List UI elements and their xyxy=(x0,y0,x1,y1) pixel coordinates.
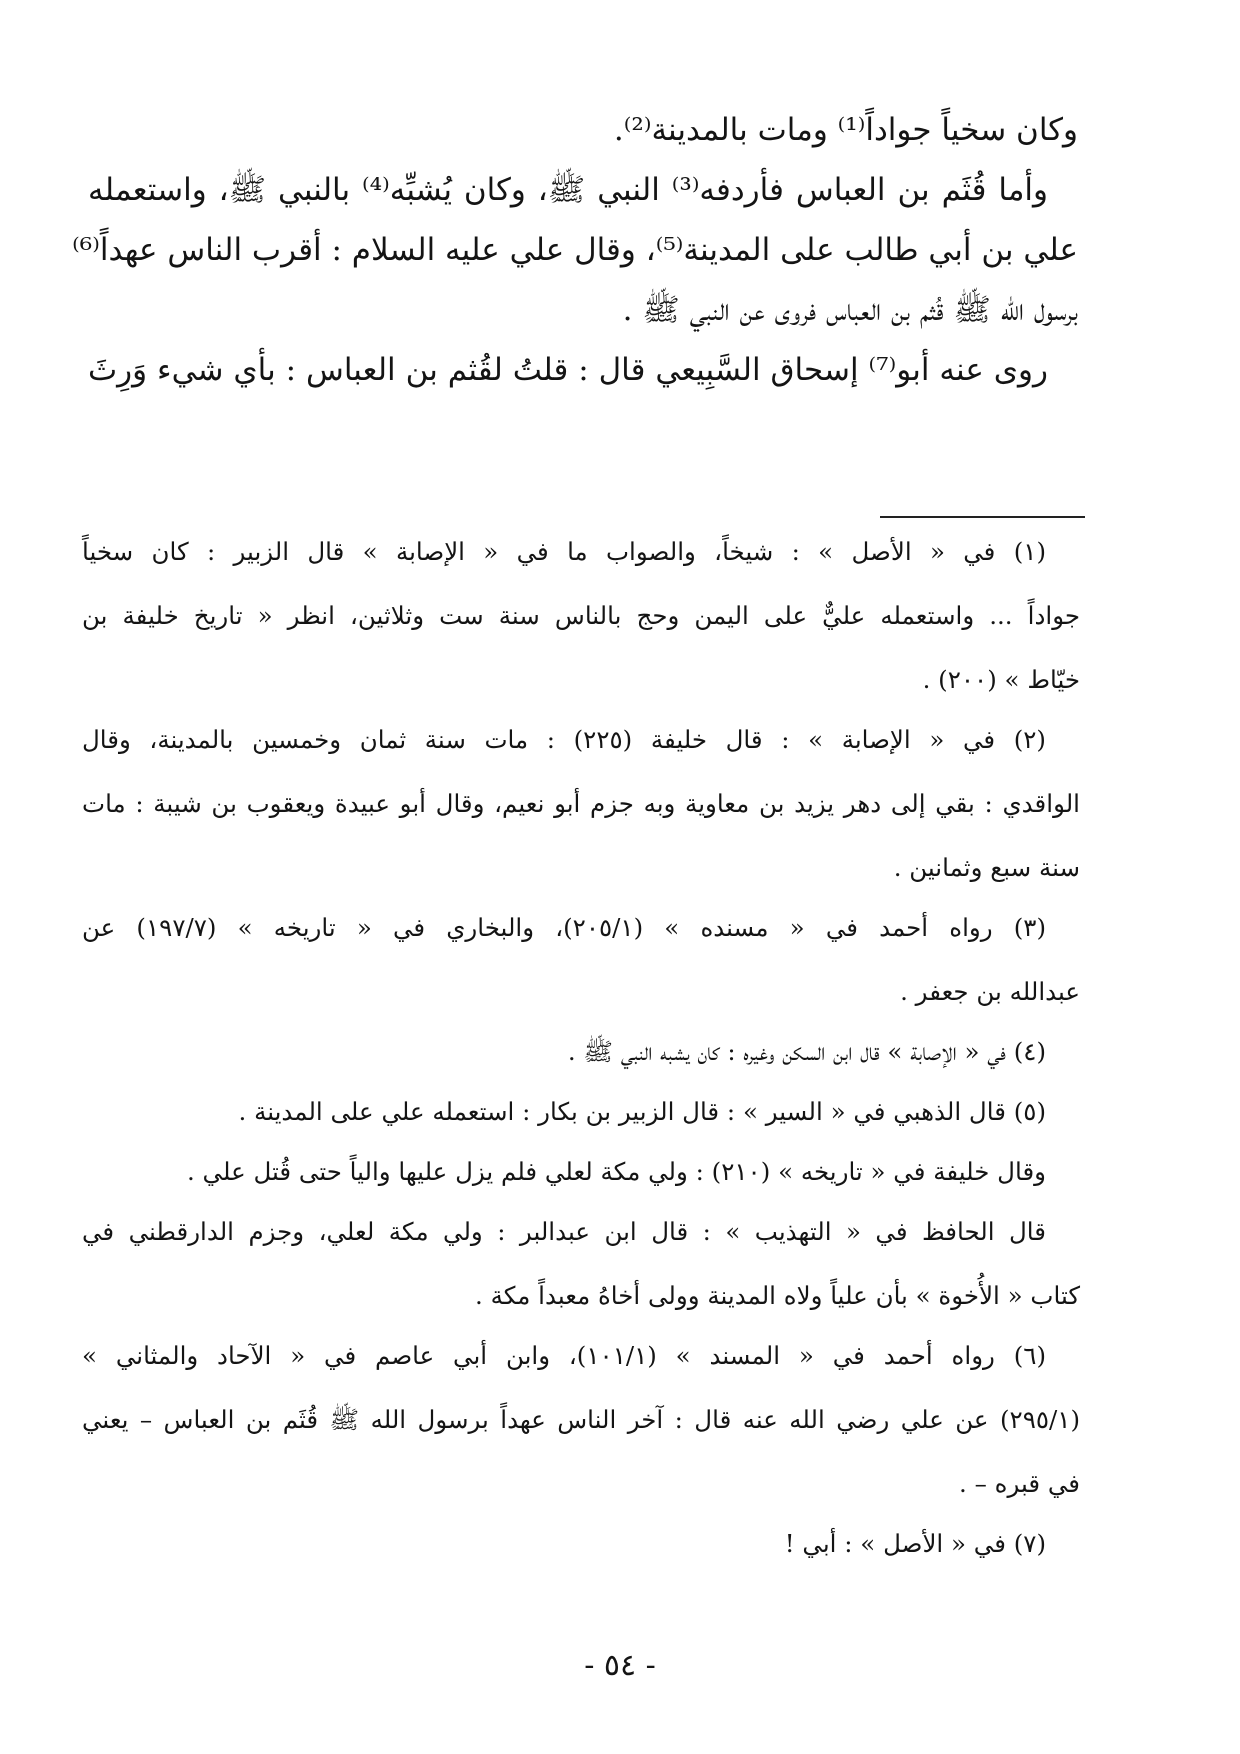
footnote-5-line-3: قال الحافظ في « التهذيب » : قال ابن عبدالبر : ولي مكة لعلي، وجزم الدارقطني في xyxy=(82,1217,1046,1246)
main-line-1: وكان سخياً جواداً⁽¹⁾ ومات بالمدينة⁽²⁾. xyxy=(613,112,1078,148)
footnote-5-line-4: كتاب « الأُخوة » بأن علياً ولاه المدينة وولى أخاهُ معبداً مكة . xyxy=(475,1281,1080,1310)
footnote-2-line-1: (٢) في « الإصابة » : قال خليفة (٢٢٥) : مات سنة ثمان وخمسين بالمدينة، وقال xyxy=(82,725,1046,754)
footnote-6-line-2: (٢٩٥/١) عن علي رضي الله عنه قال : آخر الناس عهداً برسول الله ﷺ قُثَم بن العباس – يعني xyxy=(82,1405,1080,1434)
main-text xyxy=(72,112,1078,412)
footnote-1-line-1: (١) في « الأصل » : شيخاً، والصواب ما في « الإصابة » قال الزبير : كان سخياً xyxy=(82,537,1046,566)
footnote-6-line-3: في قبره – . xyxy=(959,1469,1080,1498)
footnote-6-line-1: (٦) رواه أحمد في « المسند » (١٠١/١)، وابن أبي عاصم في « الآحاد والمثاني » xyxy=(82,1341,1047,1370)
footnote-5-line-1: (٥) قال الذهبي في « السير » : قال الزبير بن بكار : استعمله علي على المدينة . xyxy=(238,1097,1046,1126)
footnote-3-line-2: عبدالله بن جعفر . xyxy=(900,977,1080,1006)
footnotes xyxy=(82,537,1080,1593)
footnote-5-line-2: وقال خليفة في « تاريخه » (٢١٠) : ولي مكة لعلي فلم يزل عليها والياً حتى قُتل علي . xyxy=(186,1157,1046,1186)
footnote-1-line-2: جواداً ... واستعمله عليٌّ على اليمن وحج بالناس سنة ست وثلاثين، انظر « تاريخ خليفة بن xyxy=(82,601,1080,630)
main-line-3: علي بن أبي طالب على المدينة⁽⁵⁾، وقال علي عليه السلام : أقرب الناس عهداً⁽⁶⁾ xyxy=(72,232,1078,268)
main-line-2: وأما قُثَم بن العباس فأردفه⁽³⁾ النبي ﷺ، وكان يُشبِّه⁽⁴⁾ بالنبي ﷺ، واستعمله xyxy=(88,172,1049,208)
page-number: - ٥٤ - xyxy=(584,1648,656,1683)
footnote-separator xyxy=(880,516,1085,518)
footnote-1-line-3: خيّاط » (٢٠٠) . xyxy=(922,665,1080,694)
footnote-2-line-3: سنة سبع وثمانين . xyxy=(893,853,1080,882)
footnote-2-line-2: الواقدي : بقي إلى دهر يزيد بن معاوية وبه جزم أبو نعيم، وقال أبو عبيدة ويعقوب بن شيبة : مات xyxy=(82,789,1080,818)
main-line-5: روى عنه أبو⁽⁷⁾ إسحاق السَّبِيعي قال : قلتُ لقُثم بن العباس : بأي شيء وَرِثَ xyxy=(88,352,1048,388)
footnote-3-line-1: (٣) رواه أحمد في « مسنده » (٢٠٥/١)، والبخاري في « تاريخه » (١٩٧/٧) عن xyxy=(82,913,1047,942)
main-line-4: برسول الله ﷺ قُثم بن العباس فروى عن النبي ﷺ . xyxy=(622,292,1078,328)
footnote-4-line-1: (٤) في « الإصابة » قال ابن السكن وغيره : كان يشبه النبي ﷺ . xyxy=(567,1037,1046,1066)
footnote-7-line-1: (٧) في « الأصل » : أبي ! xyxy=(784,1529,1046,1558)
